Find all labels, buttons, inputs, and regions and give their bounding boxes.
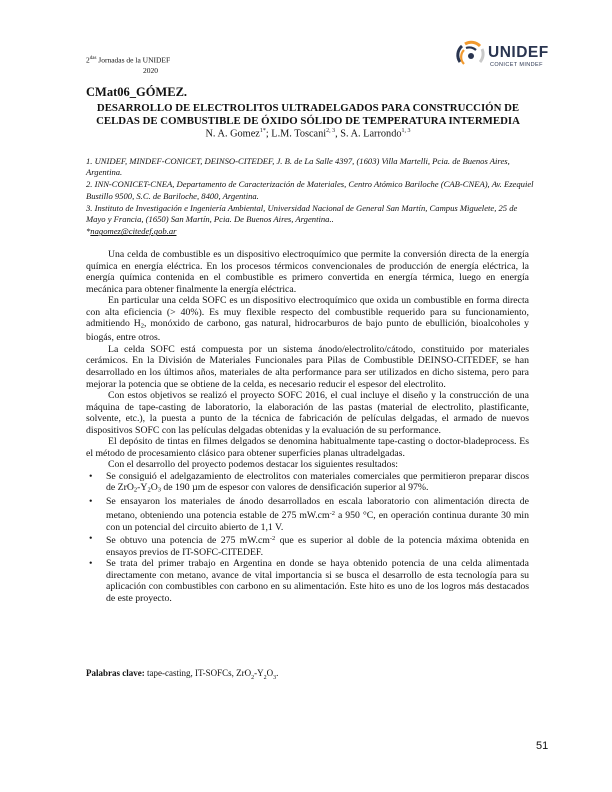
paper-title — [86, 102, 530, 127]
corresponding-star: * — [262, 128, 266, 134]
unidef-logo — [454, 40, 564, 72]
title-line: CELDAS DE COMBUSTIBLE DE ÓXIDO SÓLIDO DE TEMPERATURA INTERMEDIA — [96, 114, 520, 127]
body-paragraph: Una celda de combustible es un dispositivo electroquímico que permite la conversión directa de la energía química en energía eléctrica. En los procesos térmicos convencionales de producción de energía eléctrica, la energía química contenida en el combustible es primero convertida en energía térmica, luego en energía mecánica para obtener finalmente la energía eléctrica. — [86, 249, 529, 295]
unidef-logo-icon — [454, 40, 488, 70]
body-paragraph: Con estos objetivos se realizó el proyecto SOFC 2016, el cual incluye el diseño y la construcción de una máquina de tape-casting de laboratorio, la elaboración de las pastas (material de electrolito, plastificante, solvente, etc.), la puesta a punto de la técnica de fabricación de películas delgadas, el armado de nuevos dispositivos SOFC con las películas delgadas obtenidas y la evaluación de su performance. — [86, 390, 529, 436]
affiliation-item: 2. INN-CONICET-CNEA, Departamento de Caracterización de Materiales, Centro Atómico Bariloche (CAB-CNEA), Av. Ezequiel Bustillo 9500, S.C. de Bariloche, 8400, Argentina. — [86, 179, 534, 201]
affiliations — [86, 156, 536, 238]
contact-email-line — [86, 226, 536, 237]
body-paragraph: La celda SOFC está compuesta por un sistema ánodo/electrolito/cátodo, constituido por materiales cerámicos. En la División de Materiales Funcionales para Pilas de Combustible DEINSO-CITEDEF, se han desarrollado en los últimos años, materiales de alta performance para ser utilizados en dicho sistema, pero para mejorar la potencia que se obtiene de la celda, es necesario reducir el espesor del electrolito. — [86, 343, 529, 390]
affiliation-item: 1. UNIDEF, MINDEF-CONICET, DEINSO-CITEDEF, J. B. de La Salle 4397, (1603) Villa Martelli, Pcia. de Buenos Aires, Argentina. — [86, 156, 510, 178]
event-ordinal-sup: das — [89, 56, 97, 61]
author-name: , S. A. Larrondo — [335, 128, 402, 140]
title-line: DESARROLLO DE ELECTROLITOS ULTRADELGADOS PARA CONSTRUCCIÓN DE — [96, 102, 520, 114]
body-paragraph: En particular una celda SOFC es un dispositivo electroquímico que oxida un combustible en forma directa con alta eficiencia (> 40%). Es muy flexible respecto del combustible requerido para su funcionamiento, admitiendo $H_2$, monóxido de carbono, gas natural, hidrocarburos de bajo punto de ebullición, bioalcoholes y biogás, entre otros. — [86, 295, 529, 344]
event-ordinal: 2 — [86, 55, 90, 65]
affiliation-item: 3. Instituto de Investigación e Ingeniería Ambiental, Universidad Nacional de General San Martín, Campus Miguelete, 25 de Mayo y Francia, (1650) San Martín, Pcia. De Buenos Aires, Argentina.. — [86, 202, 518, 225]
results-list-item: • Se consiguió el adelgazamiento de electrolitos con materiales comerciales que permitieron preparar discos de $ZrO_2-Y_2O_3$ de 190 µm de espesor con valores de densificación superior al 97%. — [86, 471, 529, 497]
keywords: Palabras clave: tape-casting, IT-SOFCs, $ZrO_2-Y_2O_3$. — [86, 668, 279, 681]
body-paragraph: Con el desarrollo del proyecto podemos destacar los siguientes resultados: — [108, 459, 398, 471]
email-star: * — [86, 226, 91, 237]
author-list — [86, 128, 530, 139]
keywords-label: Palabras clave: — [86, 668, 145, 678]
author-affil-sup: 2, 3 — [326, 128, 336, 134]
author-name: N. A. Gomez — [205, 128, 260, 140]
event-year: 2020 — [143, 65, 158, 75]
event-name: Jornadas de la UNIDEF — [96, 55, 171, 65]
results-list-item: • Se obtuvo una potencia de 275 $mW.cm^{-2}$ que es superior al doble de la potencia máxima obtenida en ensayos previos de IT-SOFC-CITEDEF. — [86, 533, 529, 558]
logo-subtitle: CONICET MINDEF — [490, 62, 543, 68]
page-number: 51 — [536, 740, 549, 752]
author-name: ; L.M. Toscani — [265, 128, 327, 140]
results-list — [86, 471, 529, 605]
results-list-item: • Se ensayaron los materiales de ánodo desarrollados en escala laboratorio con alimentación directa de metano, obteniendo una potencia estable de 275 $mW.cm^{-2}$ a 950 °C, en operación continua durante 30 min con un potencial del circuito abierto de 1,1 V. — [86, 496, 529, 533]
event-header — [86, 54, 170, 76]
author-affil-sup: 1 — [259, 128, 263, 134]
author-affil-sup: 1, 3 — [401, 128, 411, 134]
results-list-item: • Se trata del primer trabajo en Argentina en donde se haya obtenido potencia de una celda alimentada directamente con metano, avance de vital importancia si se busca el desarrollo de esta tecnología para su aplicación con combustibles con carbono en su alimentación. Este hito es uno de los logros más destacados de este proyecto. — [86, 558, 529, 604]
logo-brand-text: UNIDEF — [488, 44, 549, 61]
abstract-body — [86, 249, 529, 604]
body-paragraph: El depósito de tintas en filmes delgados se denomina habitualmente tape-casting o doctor-bladeprocess. Es el método de procesamiento clásico para obtener superficies planas ultradelgadas. — [86, 436, 529, 459]
contact-email-link[interactable]: nagomez@citedef.gob.ar — [90, 226, 177, 237]
paper-code: CMat06_GÓMEZ. — [86, 85, 188, 99]
